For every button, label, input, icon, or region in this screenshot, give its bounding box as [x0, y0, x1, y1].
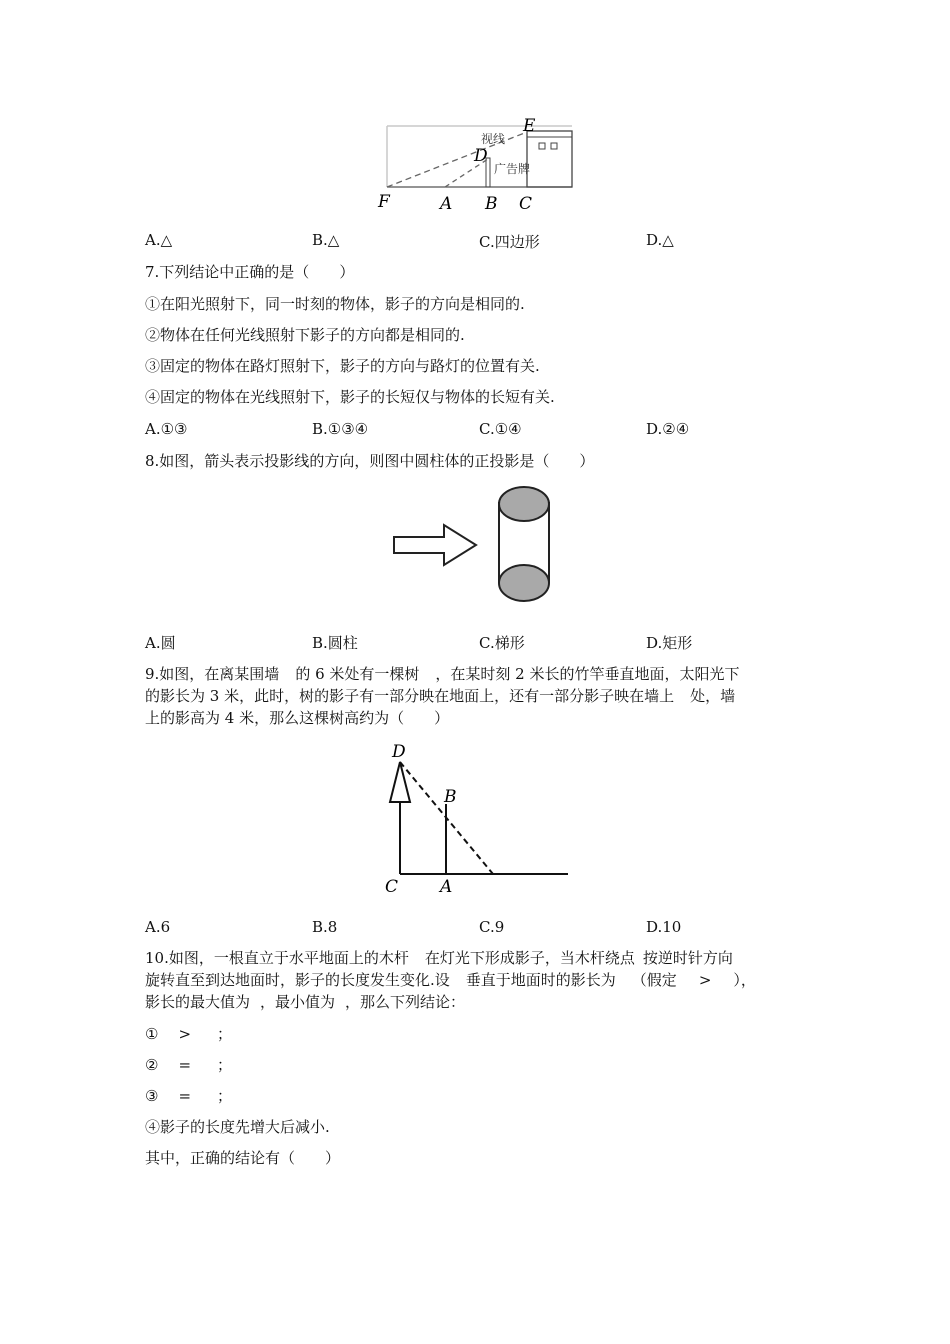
sightline-label: 视线 [481, 132, 506, 146]
q7-statement-4: ④固定的物体在光线照射下，影子的长短仅与物体的长短有关. [145, 388, 555, 406]
point-label-a: A [440, 194, 453, 214]
point-label-e: E [523, 116, 536, 136]
q10-text: 垂直于地面时的影长为 [465, 971, 616, 989]
q10-text: 在灯光下形成影子，当木杆绕点 [424, 949, 635, 967]
q7-statement-2: ②物体在任何光线照射下影子的方向都是相同的. [145, 326, 465, 344]
q8-option-a: A.圆 [145, 634, 176, 652]
q7-stem: 7.下列结论中正确的是（ ） [145, 263, 355, 281]
q10-text: ； [217, 1056, 233, 1074]
q9-text: 的影长为 3 米，此时，树的影子有一部分映在地面上，还有一部分影子映在墙上 [145, 687, 675, 705]
point-label-d: D [392, 742, 406, 762]
point-label-c: C [385, 877, 399, 897]
q10-text: ③ [145, 1087, 159, 1105]
q8-option-b: B.圆柱 [312, 634, 358, 652]
q10-text: ； [217, 1025, 233, 1043]
tree-crown [390, 762, 410, 802]
point-label-f: F [378, 192, 390, 212]
q9-text: ，在某时刻 2 米长的竹竿垂直地面，太阳光下 [435, 665, 740, 683]
q9-text: 9.如图，在离某围墙 [145, 665, 280, 683]
q10-text: 旋转直至到达地面时，影子的长度发生变化.设 [145, 971, 450, 989]
q10-text: 按逆时针方向 [642, 949, 733, 967]
q10-text: ② [145, 1056, 159, 1074]
q7-option-b: B.①③④ [312, 420, 369, 438]
q9-line-3: 上的影高为 4 米，那么这棵树高约为（ ） [145, 709, 450, 727]
q7-option-d: D.②④ [646, 420, 690, 438]
q10-conclusion-4: ④影子的长度先增大后减小. [145, 1118, 330, 1136]
q10-text: 10.如图，一根直立于水平地面上的木杆 [145, 949, 409, 967]
q6-option-b: B.△ [312, 231, 340, 249]
q9-line-1 [145, 664, 740, 684]
q6-option-a: A.△ [145, 231, 173, 249]
q10-text: > [178, 1025, 192, 1043]
point-label-b: B [485, 194, 498, 214]
point-label-b: B [444, 787, 457, 807]
point-label-a: A [440, 877, 453, 897]
q7-option-c: C.①④ [479, 420, 522, 438]
cylinder-bottom [499, 565, 549, 601]
q10-conclusion-1 [145, 1024, 232, 1044]
q10-text: = [178, 1087, 192, 1105]
sight-line [387, 132, 527, 187]
q10-closing: 其中，正确的结论有（ ） [145, 1149, 341, 1167]
q10-text: ，最小值为 [260, 993, 336, 1011]
cylinder-top [499, 487, 549, 521]
q9-option-a: A.6 [145, 918, 171, 936]
q7-statement-1: ①在阳光照射下，同一时刻的物体，影子的方向是相同的. [145, 295, 525, 313]
q8-figure [390, 485, 560, 607]
q9-option-c: C.9 [479, 918, 505, 936]
q9-option-d: D.10 [646, 918, 682, 936]
q8-option-d: D.矩形 [646, 634, 693, 652]
q10-text: ，那么下列结论： [345, 993, 466, 1011]
billboard-label: 广告牌 [494, 162, 531, 176]
q7-statement-3: ③固定的物体在路灯照射下，影子的方向与路灯的位置有关. [145, 357, 540, 375]
window [551, 143, 557, 149]
q6-option-c: C.四边形 [479, 233, 540, 251]
q10-text: ① [145, 1025, 159, 1043]
q7-option-a: A.①③ [145, 420, 188, 438]
q10-line-2 [145, 970, 756, 990]
q10-line-3 [145, 992, 465, 1012]
q10-text: （假定 [631, 971, 677, 989]
window [539, 143, 545, 149]
q8-stem: 8.如图，箭头表示投影线的方向，则图中圆柱体的正投影是（ ） [145, 452, 595, 470]
q9-line-2 [145, 686, 735, 706]
q6-figure [375, 115, 580, 215]
building [527, 131, 572, 187]
q10-text: 影长的最大值为 [145, 993, 251, 1011]
q6-option-d: D.△ [646, 231, 674, 249]
q10-conclusion-3 [145, 1086, 232, 1106]
q10-conclusion-2 [145, 1055, 232, 1075]
projection-arrow [394, 525, 476, 565]
cylinder [499, 487, 549, 601]
q9-text: 处，墙 [690, 687, 736, 705]
q10-text: > [698, 971, 712, 989]
q9-text: 的 6 米处有一棵树 [295, 665, 420, 683]
q8-option-c: C.梯形 [479, 634, 525, 652]
q10-line-1 [145, 948, 733, 968]
point-label-d: D [474, 146, 488, 166]
q10-text: ）， [733, 971, 756, 989]
q10-text: = [178, 1056, 192, 1074]
q9-figure [380, 740, 575, 900]
q10-text: ； [217, 1087, 233, 1105]
q9-option-b: B.8 [312, 918, 338, 936]
point-label-c: C [519, 194, 533, 214]
